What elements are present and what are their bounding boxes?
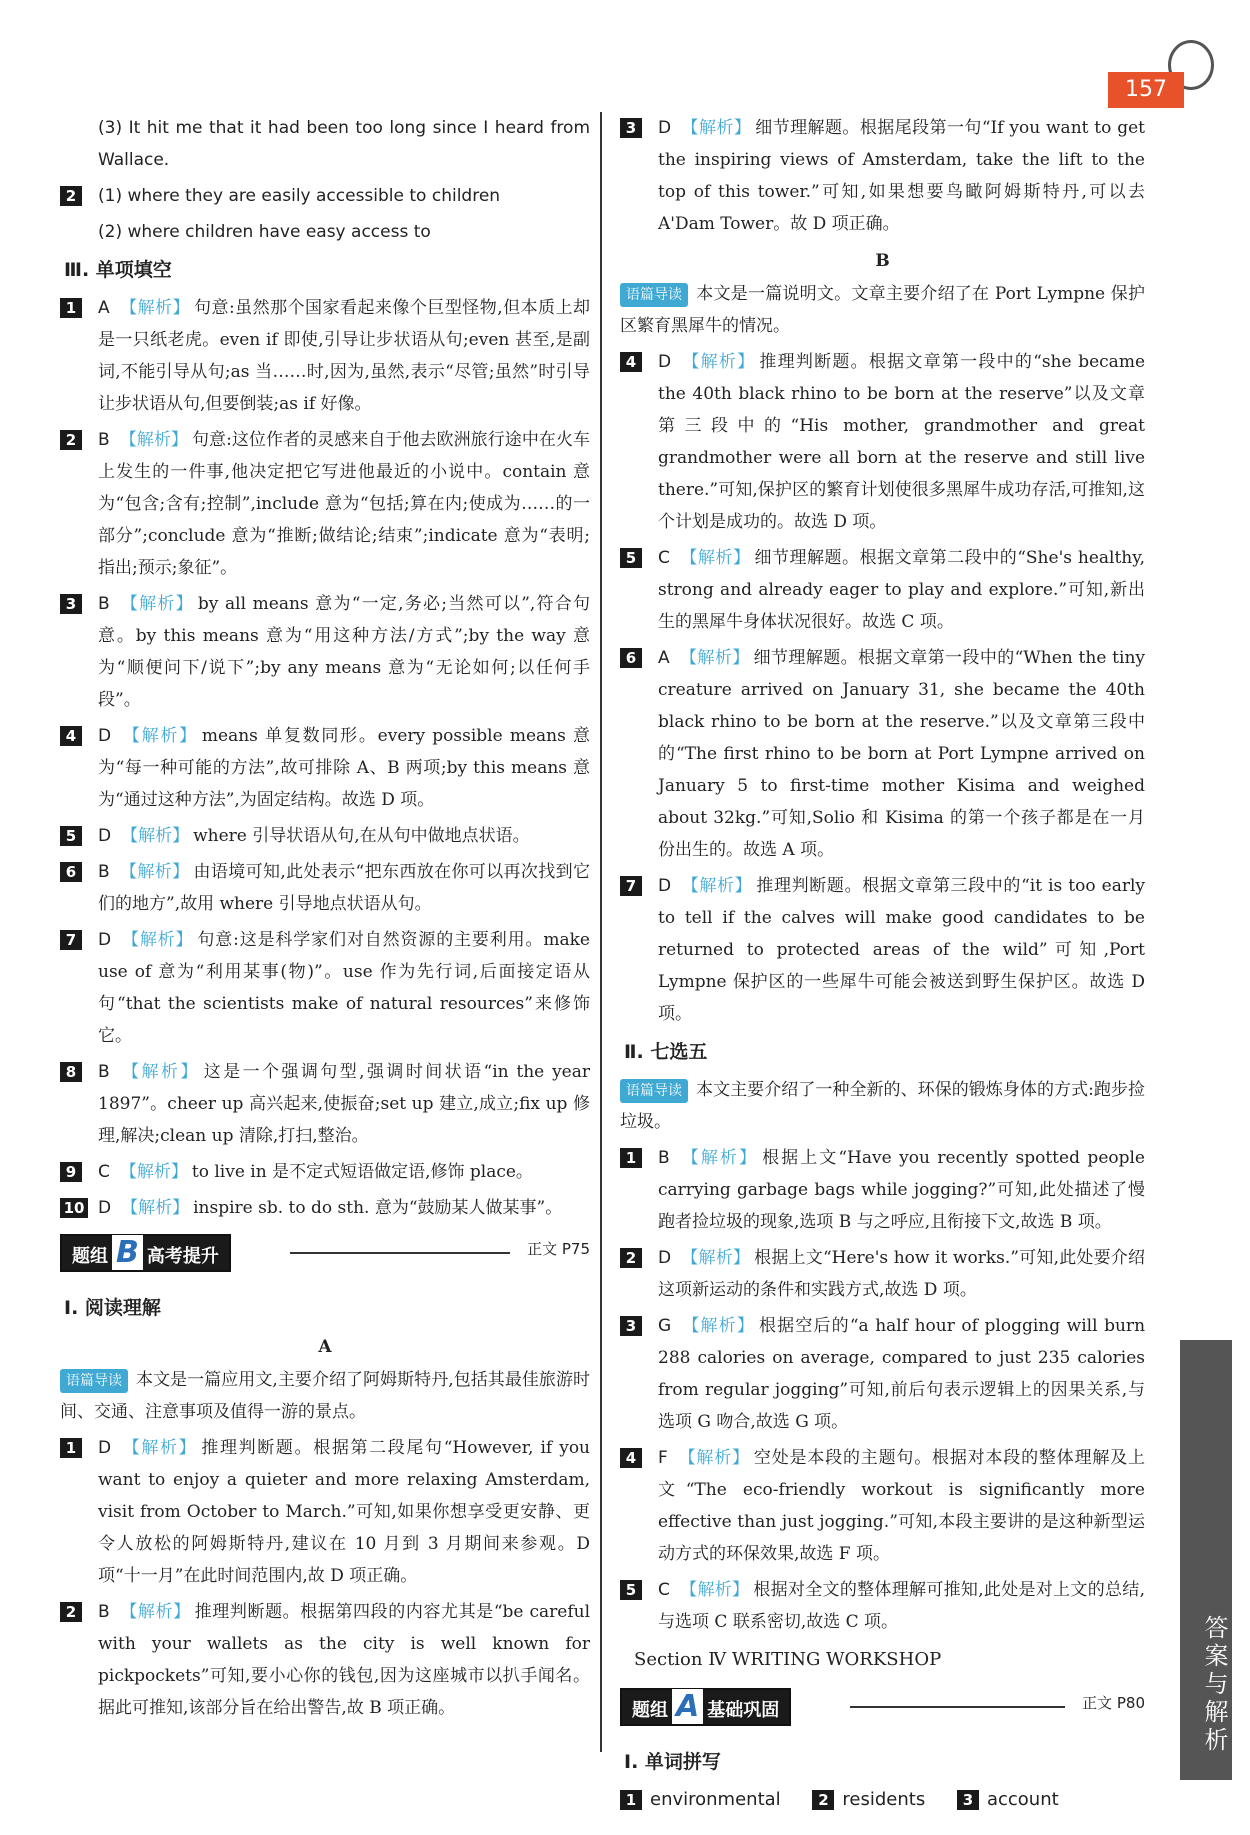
answer-item: 4 D 【解析】 推理判断题。根据文章第一段中的“she became the 40th black rhino to be born at the reserve”以及文章第三段中的“His mother, grandmother and great grandmother were all born at the reserve and still live there.”可知,保护区的繁育计划使很多黑犀牛成功存活,可推知,这个计划是成功的。故选 D 项。 — [620, 346, 1145, 538]
section-heading: Ⅰ. 单词拼写 — [624, 1751, 721, 1773]
answer-item: 1 B 【解析】 根据上文“Have you recently spotted people carrying garbage bags while jogging?”可知,此处描述了慢跑者捡垃圾的现象,选项 B 与之呼应,且衔接下文,故选 B 项。 — [620, 1142, 1145, 1238]
group-banner-a — [620, 1688, 1145, 1728]
section-heading: Ⅱ. 七选五 — [624, 1041, 708, 1063]
spelling-answers: 1 environmental 2 residents 3 account — [620, 1784, 1145, 1816]
guide-badge: 语篇导读 — [620, 283, 688, 307]
passage-label: B — [875, 251, 890, 271]
banner-arrow-line — [850, 1706, 1065, 1708]
banner-title-box: 题组 A 基础巩固 — [620, 1688, 791, 1726]
banner-arrow-line — [290, 1252, 510, 1254]
answer-item: 5 C 【解析】 根据对全文的整体理解可推知,此处是对上文的总结,与选项 C 联系密切,故选 C 项。 — [620, 1574, 1145, 1638]
guide-badge: 语篇导读 — [620, 1079, 688, 1103]
answer-item: 2 B 【解析】 句意:这位作者的灵感来自于他去欧洲旅行途中在火车上发生的一件事,他决定把它写进他最近的小说中。contain 意为“包含;含有;控制”,include 意为“包括;算在内;使成为……的一部分”;conclude 意为“推断;做结论;结束”;indicate 意为“表明;指出;预示;象征”。 — [60, 424, 590, 584]
answer-item: 2 D 【解析】 根据上文“Here's how it works.”可知,此处要介绍这项新运动的条件和实践方式,故选 D 项。 — [620, 1242, 1145, 1306]
answer-item: 10 D 【解析】 inspire sb. to do sth. 意为“鼓励某人做某事”。 — [60, 1192, 590, 1224]
answer-item: 4 D 【解析】 means 单复数同形。every possible means 意为“每一种可能的方法”,故可排除 A、B 两项;by this means 意为“通过这种方法”,为固定结构。故选 D 项。 — [60, 720, 590, 816]
left-column — [60, 112, 590, 1728]
answer-list — [60, 292, 590, 1224]
answer-item: 7 D 【解析】 推理判断题。根据文章第三段中的“it is too early to tell if the calves will make good candidates to be returned to protected areas of the wild”可知,Port Lympne 保护区的一些犀牛可能会被送到野生保护区。故选 D 项。 — [620, 870, 1145, 1030]
pre-answer-3: (3) It hit me that it had been too long since I heard from Wallace. — [98, 118, 590, 170]
answer-item: 2 B 【解析】 推理判断题。根据第四段的内容尤其是“be careful with your wallets as the city is well known for pickpockets”可知,要小心你的钱包,因为这座城市以扒手闻名。据此可推知,该部分旨在给出警告,故 B 项正确。 — [60, 1596, 590, 1724]
answer-item: 1 A 【解析】 句意:虽然那个国家看起来像个巨型怪物,但本质上却是一只纸老虎。even if 即使,引导让步状语从句;even 甚至,是副词,不能引导从句;as 当……时,因为,虽然,表示“尽管;虽然”时引导让步状语从句,但要倒装;as if 好像。 — [60, 292, 590, 420]
passage-guide: 语篇导读 本文主要介绍了一种全新的、环保的锻炼身体的方式:跑步捡垃圾。 — [620, 1080, 1145, 1132]
pre-answer-2b: (2) where children have easy access to — [98, 222, 431, 242]
answer-item: 3 G 【解析】 根据空后的“a half hour of plogging will burn 288 calories on average, compared to just 235 calories from regular jogging”可知,前后句表示逻辑上的因果关系,与选项 G 吻合,故选 G 项。 — [620, 1310, 1145, 1438]
side-tab: 答案与解析 — [1180, 1340, 1232, 1780]
section-heading: Ⅲ. 单项填空 — [64, 259, 172, 281]
right-column — [620, 112, 1145, 1816]
answer-item: 5 C 【解析】 细节理解题。根据文章第二段中的“She's healthy, strong and already eager to play and explore.”可知,新出生的黑犀牛身体状况很好。故选 C 项。 — [620, 542, 1145, 638]
page-number: 157 — [1108, 72, 1184, 108]
answer-item: 3 B 【解析】 by all means 意为“一定,务必;当然可以”,符合句意。by this means 意为“用这种方法/方式”;by the way 意为“顺便问下/说下”;by any means 意为“无论如何;以任何手段”。 — [60, 588, 590, 716]
answer-item: 4 F 【解析】 空处是本段的主题句。根据对本段的整体理解及上文“The eco-friendly workout is significantly more effective than just jogging.”可知,本段主要讲的是这种新型运动方式的环保效果,故选 F 项。 — [620, 1442, 1145, 1570]
section-heading: Ⅰ. 阅读理解 — [64, 1297, 161, 1319]
answer-item: 3 D 【解析】 细节理解题。根据尾段第一句“If you want to get the inspiring views of Amsterdam, take the lift to the top of this tower.”可知,如果想要鸟瞰阿姆斯特丹,可以去 A'Dam Tower。故 D 项正确。 — [620, 112, 1145, 240]
answer-item: 9 C 【解析】 to live in 是不定式短语做定语,修饰 place。 — [60, 1156, 590, 1188]
banner-title-box: 题组 B 高考提升 — [60, 1234, 231, 1272]
passage-guide: 语篇导读 本文是一篇应用文,主要介绍了阿姆斯特丹,包括其最佳旅游时间、交通、注意事项及值得一游的景点。 — [60, 1370, 590, 1422]
answer-item: 6 A 【解析】 细节理解题。根据文章第一段中的“When the tiny creature arrived on January 31, she became the 40th black rhino to be born at the reserve.”以及文章第三段中的“The first rhino to be born at Port Lympne arrived on January 5 to first-time mother Kisima and weighed about 32kg.”可知,Solio 和 Kisima 的第一个孩子都是在一月份出生的。故选 A 项。 — [620, 642, 1145, 866]
banner-page-ref: 正文 P75 — [527, 1240, 590, 1258]
answer-item: 7 D 【解析】 句意:这是科学家们对自然资源的主要利用。make use of 意为“利用某事(物)”。use 作为先行词,后面接定语从句“that the scientists make of natural resources”来修饰它。 — [60, 924, 590, 1052]
section-iv-heading: Section Ⅳ WRITING WORKSHOP — [634, 1649, 942, 1670]
pre-answer-2a: 2 (1) where they are easily accessible to children — [60, 180, 590, 212]
passage-label: A — [318, 1337, 332, 1357]
answer-item: 8 B 【解析】 这是一个强调句型,强调时间状语“in the year 1897”。cheer up 高兴起来,使振奋;set up 建立,成立;fix up 修理,解决;clean up 清除,打扫,整治。 — [60, 1056, 590, 1152]
answer-item: 5 D 【解析】 where 引导状语从句,在从句中做地点状语。 — [60, 820, 590, 852]
passage-guide: 语篇导读 本文是一篇说明文。文章主要介绍了在 Port Lympne 保护区繁育黑犀牛的情况。 — [620, 284, 1145, 336]
column-divider — [600, 112, 602, 1752]
answer-item: 6 B 【解析】 由语境可知,此处表示“把东西放在你可以再次找到它们的地方”,故用 where 引导地点状语从句。 — [60, 856, 590, 920]
guide-badge: 语篇导读 — [60, 1369, 128, 1393]
group-banner-b — [60, 1234, 590, 1274]
banner-page-ref: 正文 P80 — [1082, 1694, 1145, 1712]
answer-item: 1 D 【解析】 推理判断题。根据第二段尾句“However, if you want to enjoy a quieter and more relaxing Amsterdam, visit from October to March.”可知,如果你想享受更安静、更令人放松的阿姆斯特丹,建议在 10 月到 3 月期间来参观。D 项“十一月”在此时间范围内,故 D 项正确。 — [60, 1432, 590, 1592]
